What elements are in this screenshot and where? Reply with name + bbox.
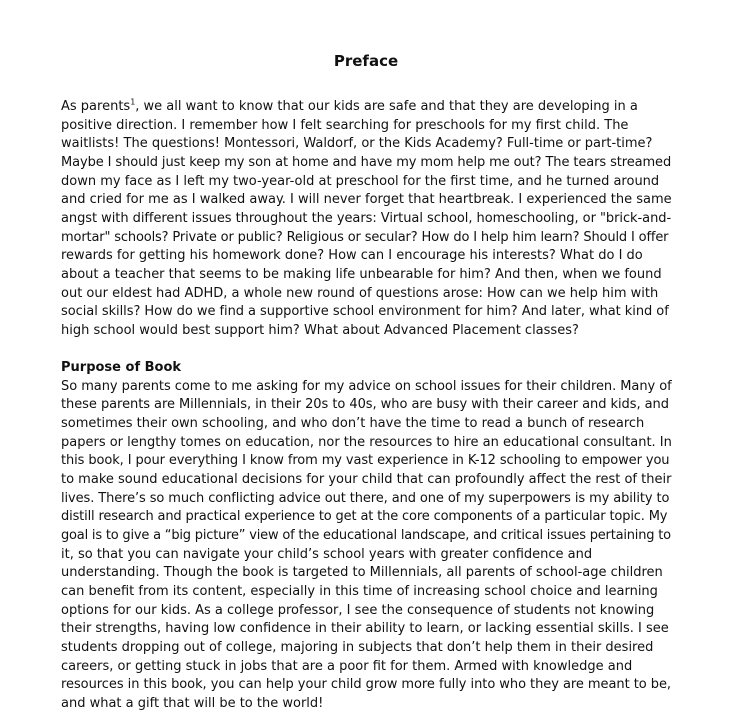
preface-line: down my face as I left my two-year-old at preschool for the first time, and he turned around	[61, 174, 660, 189]
purpose-line: papers or lengthy tomes on education, nor the resources to hire an educational consultant. In	[61, 435, 672, 450]
purpose-line: these parents are Millennials, in their 20s to 40s, who are busy with their career and kids, and	[61, 397, 669, 412]
preface-line: high school would best support him? What about Advanced Placement classes?	[61, 323, 579, 338]
preface-line: out our eldest had ADHD, a whole new round of questions arose: How can we help him with	[61, 286, 659, 301]
footnote-marker[interactable]: 1	[130, 97, 136, 107]
preface-line: positive direction. I remember how I felt searching for preschools for my first child. The	[61, 118, 629, 133]
purpose-line: it, so that you can navigate your child’s school years with greater confidence and	[61, 547, 593, 562]
section-heading: Purpose of Book	[61, 360, 182, 375]
purpose-line: options for our kids. As a college professor, I see the consequence of students not knowing	[61, 603, 655, 618]
purpose-line: understanding. Though the book is targeted to Millennials, all parents of school-age children	[61, 565, 663, 580]
purpose-line: students dropping out of college, majoring in subjects that don’t help them in their desired	[61, 640, 654, 655]
preface-line: Maybe I should just keep my son at home and have my mom help me out? The tears streamed	[61, 155, 672, 170]
page-title: Preface	[333, 52, 399, 70]
purpose-line: and what a gift that will be to the world!	[61, 696, 324, 711]
purpose-line: distill research and practical experience to get at the core components of a particular topic. My	[61, 509, 668, 524]
preface-line: rewards for getting his homework done? How can I encourage his interests? What do I do	[61, 248, 643, 263]
purpose-line: resources in this book, you can help your child grow more fully into who they are meant to be,	[61, 677, 671, 692]
purpose-line: this book, I pour everything I know from my vast experience in K-12 schooling to empower you	[61, 453, 670, 468]
preface-line: waitlists! The questions! Montessori, Waldorf, or the Kids Academy? Full-time or part-time?	[61, 136, 653, 151]
preface-line: mortar" schools? Private or public? Religious or secular? How do I help him learn? Should I offer	[61, 230, 669, 245]
purpose-line: can benefit from its content, especially in this time of increasing school choice and learning	[61, 584, 658, 599]
purpose-line: So many parents come to me asking for my advice on school issues for their children. Many of	[61, 379, 672, 394]
preface-line: social skills? How do we find a supportive school environment for him? And later, what kind of	[61, 304, 669, 319]
preface-line-start: As parents	[61, 99, 131, 114]
preface-line-rest: , we all want to know that our kids are safe and that they are developing in a	[135, 99, 638, 114]
preface-line: about a teacher that seems to be making life unbearable for him? And then, when we found	[61, 267, 662, 282]
preface-line	[61, 98, 638, 116]
purpose-line: careers, or getting stuck in jobs that are a poor fit for them. Armed with knowledge and	[61, 659, 633, 674]
purpose-line: their strengths, having low confidence in their ability to learn, or lacking essential skills. I see	[61, 621, 669, 636]
preface-line: and cried for me as I walked away. I will never forget that heartbreak. I experienced the same	[61, 192, 672, 207]
preface-line: angst with different issues throughout the years: Virtual school, homeschooling, or "brick-and-	[61, 211, 672, 226]
purpose-line: lives. There’s so much conflicting advice out there, and one of my superpowers is my ability to	[61, 491, 670, 506]
purpose-line: to make sound educational decisions for your child that can profoundly affect the rest of their	[61, 472, 672, 487]
purpose-line: goal is to give a “big picture” view of the educational landscape, and critical issues pertaining to	[61, 528, 671, 543]
purpose-line: sometimes their own schooling, and who don’t have the time to read a bunch of research	[61, 416, 645, 431]
